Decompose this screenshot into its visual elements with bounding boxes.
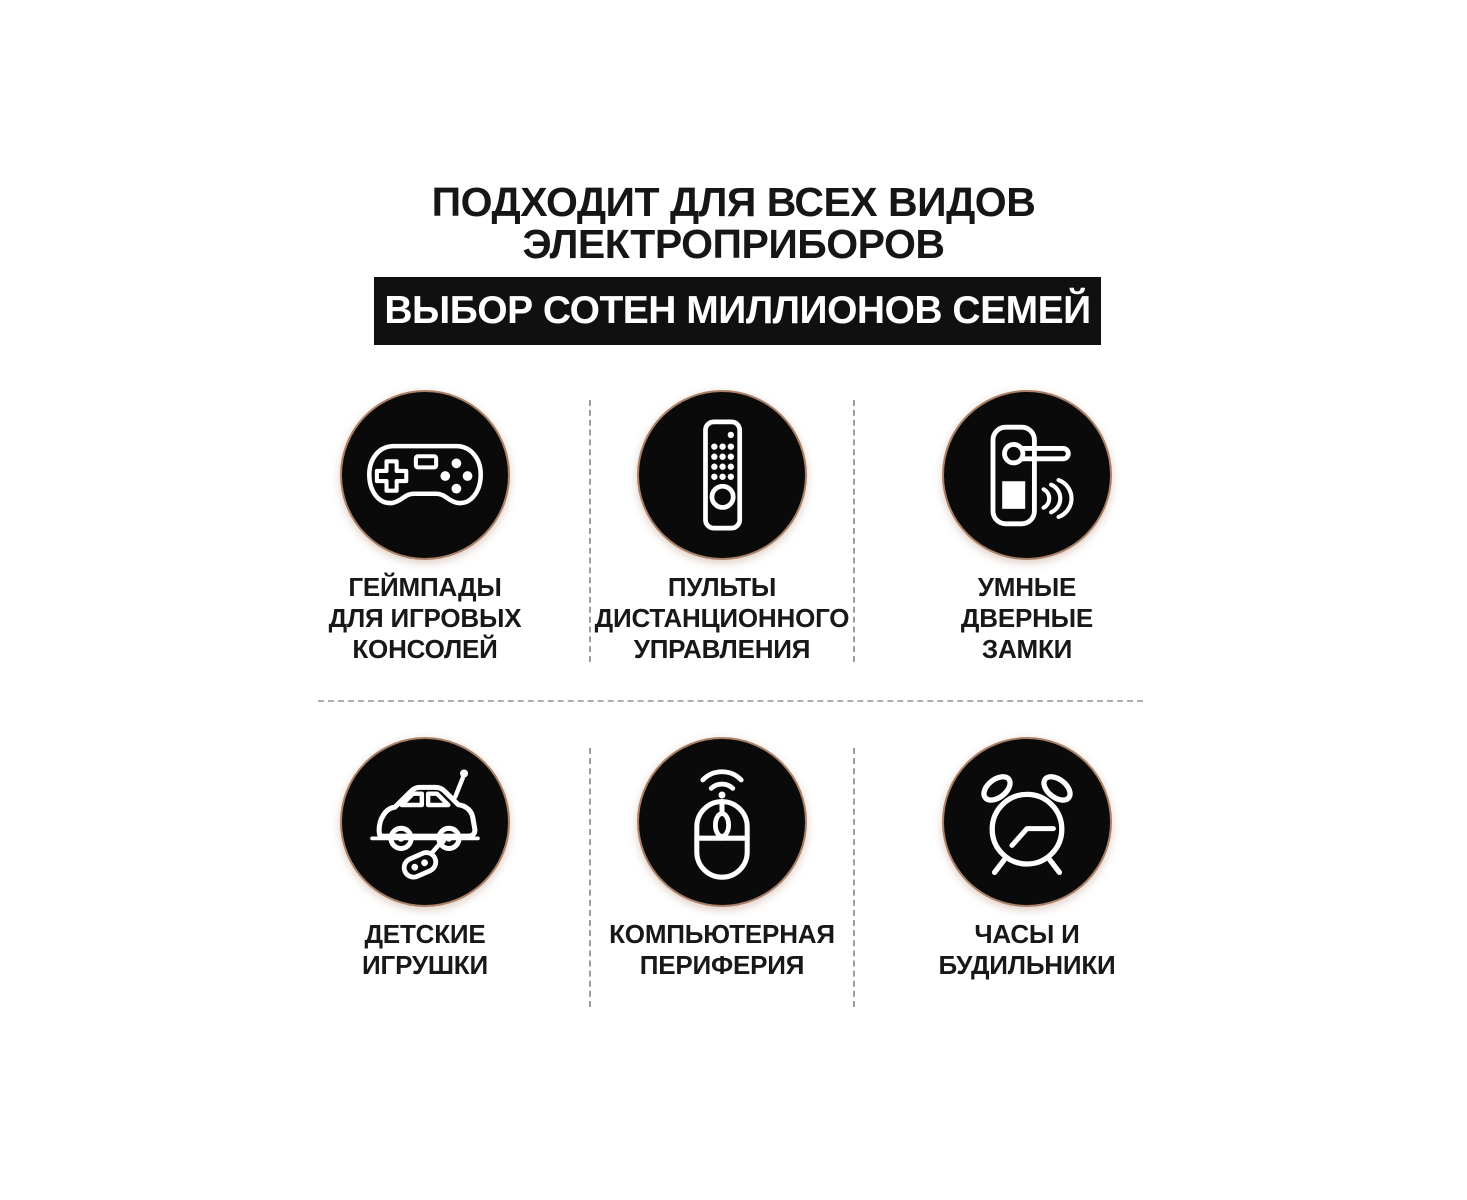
title-line-1: ПОДХОДИТ ДЛЯ ВСЕХ ВИДОВ xyxy=(431,179,1036,225)
category-card-remotes xyxy=(577,390,867,665)
category-label xyxy=(577,572,867,665)
horizontal-divider xyxy=(318,700,1143,702)
computer-mouse-icon xyxy=(637,737,807,907)
title-line-2: ЭЛЕКТРОПРИБОРОВ xyxy=(522,221,945,267)
category-card-toys xyxy=(280,737,570,981)
category-label xyxy=(280,919,570,981)
label-line: ПУЛЬТЫ xyxy=(667,572,777,602)
label-line: УПРАВЛЕНИЯ xyxy=(633,634,811,664)
label-line: ИГРУШКИ xyxy=(362,950,488,980)
label-line: КОМПЬЮТЕРНАЯ xyxy=(609,919,835,949)
banner-text: ВЫБОР СОТЕН МИЛЛИОНОВ СЕМЕЙ xyxy=(384,289,1091,332)
label-line: БУДИЛЬНИКИ xyxy=(938,950,1116,980)
label-line: ЗАМКИ xyxy=(981,634,1073,664)
toy-car-icon xyxy=(340,737,510,907)
label-line: ПЕРИФЕРИЯ xyxy=(639,950,805,980)
category-label xyxy=(882,919,1172,981)
category-card-clocks xyxy=(882,737,1172,981)
gamepad-icon xyxy=(340,390,510,560)
label-line: ЧАСЫ И xyxy=(974,919,1080,949)
banner xyxy=(374,277,1101,345)
smart-door-lock-icon xyxy=(942,390,1112,560)
label-line: ДИСТАНЦИОННОГО xyxy=(594,603,850,633)
label-line: УМНЫЕ xyxy=(977,572,1077,602)
label-line: КОНСОЛЕЙ xyxy=(352,634,498,664)
category-label xyxy=(280,572,570,665)
remote-control-icon xyxy=(637,390,807,560)
category-card-peripherals xyxy=(577,737,867,981)
category-card-gamepads xyxy=(280,390,570,665)
category-card-door-locks xyxy=(882,390,1172,665)
label-line: ДЛЯ ИГРОВЫХ xyxy=(328,603,522,633)
alarm-clock-icon xyxy=(942,737,1112,907)
page-title xyxy=(0,181,1467,265)
label-line: ДЕТСКИЕ xyxy=(364,919,486,949)
label-line: ГЕЙМПАДЫ xyxy=(348,572,502,602)
category-label xyxy=(577,919,867,981)
category-label xyxy=(882,572,1172,665)
label-line: ДВЕРНЫЕ xyxy=(960,603,1094,633)
